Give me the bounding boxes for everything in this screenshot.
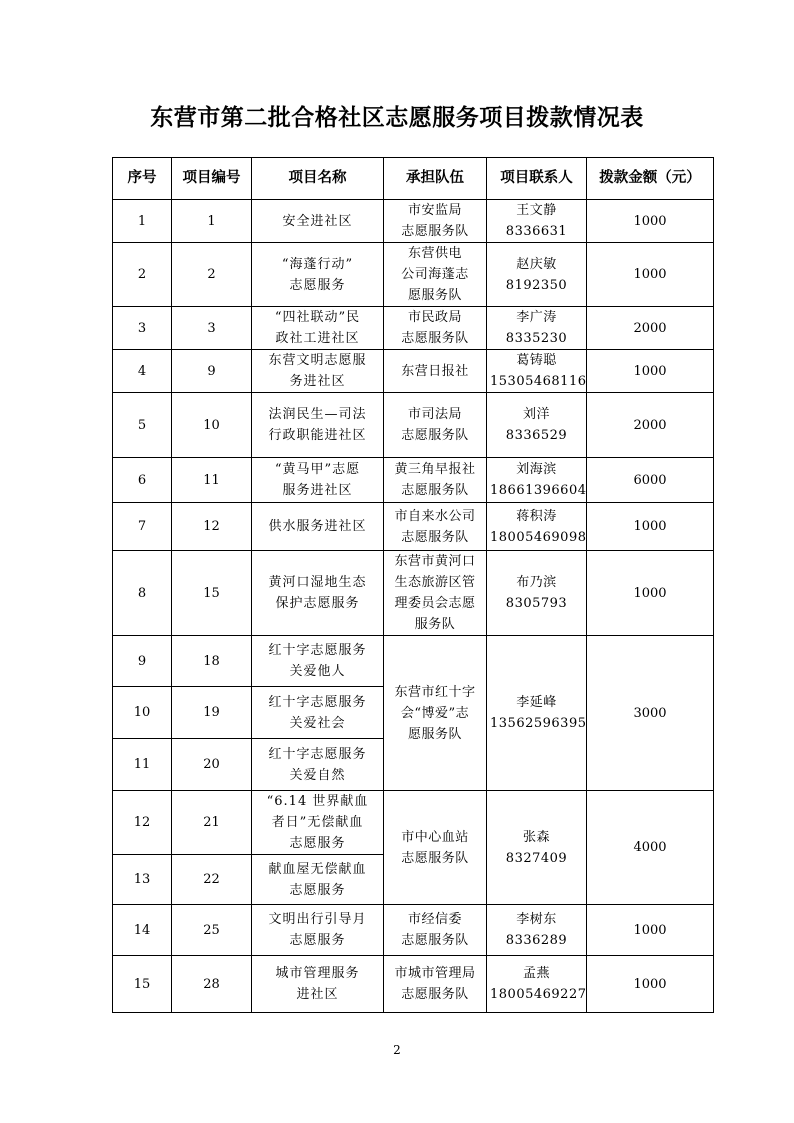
cell-project-name-line: “6.14 世界献血 xyxy=(266,794,369,809)
cell-contact-line: 8305793 xyxy=(505,596,568,611)
cell-contact-line: 李树东 xyxy=(516,912,557,927)
cell-project-name-line: 城市管理服务 xyxy=(275,966,360,981)
cell-seq: 15 xyxy=(113,956,172,1013)
cell-team-line: 东营日报社 xyxy=(401,363,469,379)
cell-project-name xyxy=(252,905,384,956)
cell-team-line: 愿服务队 xyxy=(407,288,462,303)
cell-code: 25 xyxy=(172,905,252,956)
cell-contact xyxy=(487,551,587,636)
cell-contact-line: 孟燕 xyxy=(522,966,550,981)
document-title: 东营市第二批合格社区志愿服务项目拨款情况表 xyxy=(150,104,644,131)
cell-project-name xyxy=(252,551,384,636)
cell-project-name-line: 志愿服务 xyxy=(289,933,346,948)
cell-project-name-line: 进社区 xyxy=(296,987,339,1002)
cell-project-name-line: 黄河口湿地生态 xyxy=(268,575,367,590)
cell-team-line: 志愿服务队 xyxy=(401,331,469,346)
cell-team-line: 市司法局 xyxy=(407,407,462,422)
cell-team-line: 市城市管理局 xyxy=(394,966,476,981)
table-row xyxy=(113,243,714,307)
cell-amount: 1000 xyxy=(587,503,714,551)
cell-amount: 2000 xyxy=(587,307,714,350)
cell-project-name-line: 文明出行引导月 xyxy=(268,912,367,927)
cell-project-name-line: 红十字志愿服务 xyxy=(268,694,367,710)
cell-contact xyxy=(487,243,587,307)
header-contact: 项目联系人 xyxy=(487,158,587,200)
cell-team xyxy=(384,791,487,905)
cell-seq: 8 xyxy=(113,551,172,636)
cell-project-name xyxy=(252,350,384,393)
cell-contact xyxy=(487,200,587,243)
cell-contact-line: 葛铸聪 xyxy=(516,353,557,368)
cell-seq: 3 xyxy=(113,307,172,350)
cell-seq: 4 xyxy=(113,350,172,393)
cell-project-name xyxy=(252,956,384,1013)
cell-team xyxy=(384,551,487,636)
cell-team xyxy=(384,200,487,243)
cell-seq: 11 xyxy=(113,739,172,791)
cell-team-line: 志愿服务队 xyxy=(401,224,469,239)
header-code: 项目编号 xyxy=(172,158,252,200)
cell-seq: 12 xyxy=(113,791,172,855)
cell-seq: 2 xyxy=(113,243,172,307)
cell-contact xyxy=(487,791,587,905)
cell-contact-line: 8192350 xyxy=(505,277,568,293)
cell-contact xyxy=(487,393,587,458)
cell-seq: 5 xyxy=(113,393,172,458)
cell-team-line: 志愿服务队 xyxy=(401,529,469,545)
cell-team-line: 东营市红十字 xyxy=(394,684,476,700)
cell-team xyxy=(384,307,487,350)
cell-team xyxy=(384,458,487,503)
cell-project-name xyxy=(252,393,384,458)
cell-team-line: 市经信委 xyxy=(407,912,462,927)
table-row xyxy=(113,503,714,551)
cell-project-name xyxy=(252,503,384,551)
cell-contact-line: 刘海滨 xyxy=(516,462,557,477)
header-seq: 序号 xyxy=(113,158,172,200)
cell-code: 20 xyxy=(172,739,252,791)
cell-contact xyxy=(487,307,587,350)
table-row xyxy=(113,200,714,243)
cell-team xyxy=(384,350,487,393)
cell-team-line: 东营市黄河口 xyxy=(394,554,476,569)
cell-project-name-line: 献血屋无偿献血 xyxy=(268,861,367,877)
cell-project-name-line: 政社工进社区 xyxy=(275,331,360,346)
cell-project-name-line: 安全进社区 xyxy=(282,213,353,229)
cell-code: 2 xyxy=(172,243,252,307)
cell-contact xyxy=(487,503,587,551)
cell-team-line: 会“博爱”志 xyxy=(400,705,470,721)
cell-amount: 1000 xyxy=(587,956,714,1013)
cell-project-name xyxy=(252,687,384,739)
cell-amount: 6000 xyxy=(587,458,714,503)
cell-team-line: 黄三角早报社 xyxy=(394,462,476,477)
cell-project-name xyxy=(252,791,384,855)
cell-team-line: 志愿服务队 xyxy=(401,987,469,1002)
cell-seq: 14 xyxy=(113,905,172,956)
header-amount: 拨款金额（元） xyxy=(587,158,714,200)
cell-code: 9 xyxy=(172,350,252,393)
cell-contact-line: 布乃滨 xyxy=(516,575,557,590)
table-row xyxy=(113,393,714,458)
cell-code: 19 xyxy=(172,687,252,739)
cell-contact xyxy=(487,956,587,1013)
cell-project-name xyxy=(252,855,384,905)
cell-team xyxy=(384,905,487,956)
cell-project-name xyxy=(252,458,384,503)
cell-seq: 7 xyxy=(113,503,172,551)
cell-team-line: 服务队 xyxy=(414,617,456,632)
header-team: 承担队伍 xyxy=(384,158,487,200)
cell-team-line: 志愿服务队 xyxy=(401,428,469,443)
cell-contact-line: 18005469098 xyxy=(490,529,587,545)
table-row xyxy=(113,636,714,687)
cell-team-line: 市民政局 xyxy=(407,310,462,325)
cell-project-name xyxy=(252,307,384,350)
cell-seq: 13 xyxy=(113,855,172,905)
cell-project-name-line: 务进社区 xyxy=(289,374,346,389)
cell-team-line: 东营供电 xyxy=(407,246,462,261)
cell-contact-line: 王文静 xyxy=(516,203,557,218)
cell-project-name-line: 关爱自然 xyxy=(289,767,346,783)
cell-team-line: 市中心血站 xyxy=(401,829,469,845)
cell-project-name-line: 红十字志愿服务 xyxy=(268,746,367,762)
cell-project-name-line: “海蓬行动” xyxy=(281,256,354,272)
cell-project-name-line: 关爱社会 xyxy=(289,715,346,731)
cell-project-name-line: “黄马甲”志愿 xyxy=(274,462,361,477)
cell-project-name-line: 红十字志愿服务 xyxy=(268,643,367,658)
cell-contact-line: 8336529 xyxy=(505,428,568,443)
funding-table xyxy=(112,157,714,1013)
cell-project-name-line: 者日”无偿献血 xyxy=(271,815,364,830)
cell-code: 22 xyxy=(172,855,252,905)
header-name: 项目名称 xyxy=(252,158,384,200)
cell-contact-line: 张森 xyxy=(522,829,550,845)
cell-contact-line: 13562596395 xyxy=(490,716,587,731)
cell-project-name-line: 关爱他人 xyxy=(289,664,346,679)
cell-contact-line: 李延峰 xyxy=(516,695,557,710)
cell-project-name xyxy=(252,243,384,307)
cell-team-line: 志愿服务队 xyxy=(401,933,469,948)
cell-project-name-line: 志愿服务 xyxy=(289,836,346,851)
cell-team-line: 市自来水公司 xyxy=(394,508,476,524)
cell-project-name-line: 供水服务进社区 xyxy=(268,519,367,534)
cell-amount: 3000 xyxy=(587,636,714,791)
cell-team-line: 市安监局 xyxy=(407,203,462,218)
cell-project-name-line: 保护志愿服务 xyxy=(275,596,360,611)
cell-code: 28 xyxy=(172,956,252,1013)
cell-project-name-line: 志愿服务 xyxy=(289,277,346,293)
header-row xyxy=(113,158,714,200)
cell-amount: 1000 xyxy=(587,905,714,956)
cell-project-name-line: 服务进社区 xyxy=(282,483,353,498)
cell-amount: 4000 xyxy=(587,791,714,905)
cell-contact xyxy=(487,350,587,393)
cell-amount: 1000 xyxy=(587,243,714,307)
cell-code: 15 xyxy=(172,551,252,636)
cell-seq: 10 xyxy=(113,687,172,739)
cell-contact-line: 8327409 xyxy=(505,850,568,866)
cell-team xyxy=(384,393,487,458)
cell-contact-line: 8336631 xyxy=(505,224,568,239)
cell-contact-line: 8335230 xyxy=(505,331,568,346)
cell-contact-line: 蒋积涛 xyxy=(516,508,557,524)
cell-team xyxy=(384,956,487,1013)
cell-team xyxy=(384,243,487,307)
table-row xyxy=(113,905,714,956)
cell-team-line: 志愿服务队 xyxy=(401,483,469,498)
cell-code: 1 xyxy=(172,200,252,243)
cell-project-name-line: 法润民生—司法 xyxy=(268,407,367,422)
cell-contact xyxy=(487,905,587,956)
cell-contact xyxy=(487,458,587,503)
cell-contact-line: 赵庆敏 xyxy=(516,256,557,272)
table-row xyxy=(113,551,714,636)
page-number: 2 xyxy=(393,1043,401,1057)
table-row xyxy=(113,458,714,503)
cell-project-name xyxy=(252,200,384,243)
cell-amount: 1000 xyxy=(587,200,714,243)
cell-amount: 1000 xyxy=(587,350,714,393)
cell-seq: 9 xyxy=(113,636,172,687)
cell-project-name-line: 行政职能进社区 xyxy=(268,428,367,443)
cell-code: 3 xyxy=(172,307,252,350)
cell-team-line: 理委员会志愿 xyxy=(394,596,476,611)
cell-team xyxy=(384,636,487,791)
cell-project-name-line: 志愿服务 xyxy=(289,882,346,898)
table-row xyxy=(113,350,714,393)
cell-code: 12 xyxy=(172,503,252,551)
cell-team-line: 生态旅游区管 xyxy=(394,575,476,590)
cell-code: 18 xyxy=(172,636,252,687)
cell-amount: 1000 xyxy=(587,551,714,636)
cell-team xyxy=(384,503,487,551)
table-row xyxy=(113,307,714,350)
cell-project-name xyxy=(252,739,384,791)
cell-code: 21 xyxy=(172,791,252,855)
cell-seq: 6 xyxy=(113,458,172,503)
cell-contact xyxy=(487,636,587,791)
cell-team-line: 愿服务队 xyxy=(407,726,462,742)
cell-code: 10 xyxy=(172,393,252,458)
cell-project-name-line: “四社联动”民 xyxy=(274,310,361,325)
cell-code: 11 xyxy=(172,458,252,503)
table-row xyxy=(113,791,714,855)
table-row xyxy=(113,956,714,1013)
cell-contact-line: 8336289 xyxy=(505,933,568,948)
cell-contact-line: 李广涛 xyxy=(516,310,557,325)
cell-seq: 1 xyxy=(113,200,172,243)
cell-team-line: 公司海蓬志 xyxy=(401,267,469,282)
cell-amount: 2000 xyxy=(587,393,714,458)
cell-contact-line: 18661396604 xyxy=(490,483,587,498)
cell-project-name-line: 东营文明志愿服 xyxy=(268,353,367,368)
cell-contact-line: 18005469227 xyxy=(490,987,587,1002)
cell-contact-line: 15305468116 xyxy=(490,374,587,389)
cell-contact-line: 刘洋 xyxy=(522,407,550,422)
cell-project-name xyxy=(252,636,384,687)
cell-team-line: 志愿服务队 xyxy=(401,850,469,866)
